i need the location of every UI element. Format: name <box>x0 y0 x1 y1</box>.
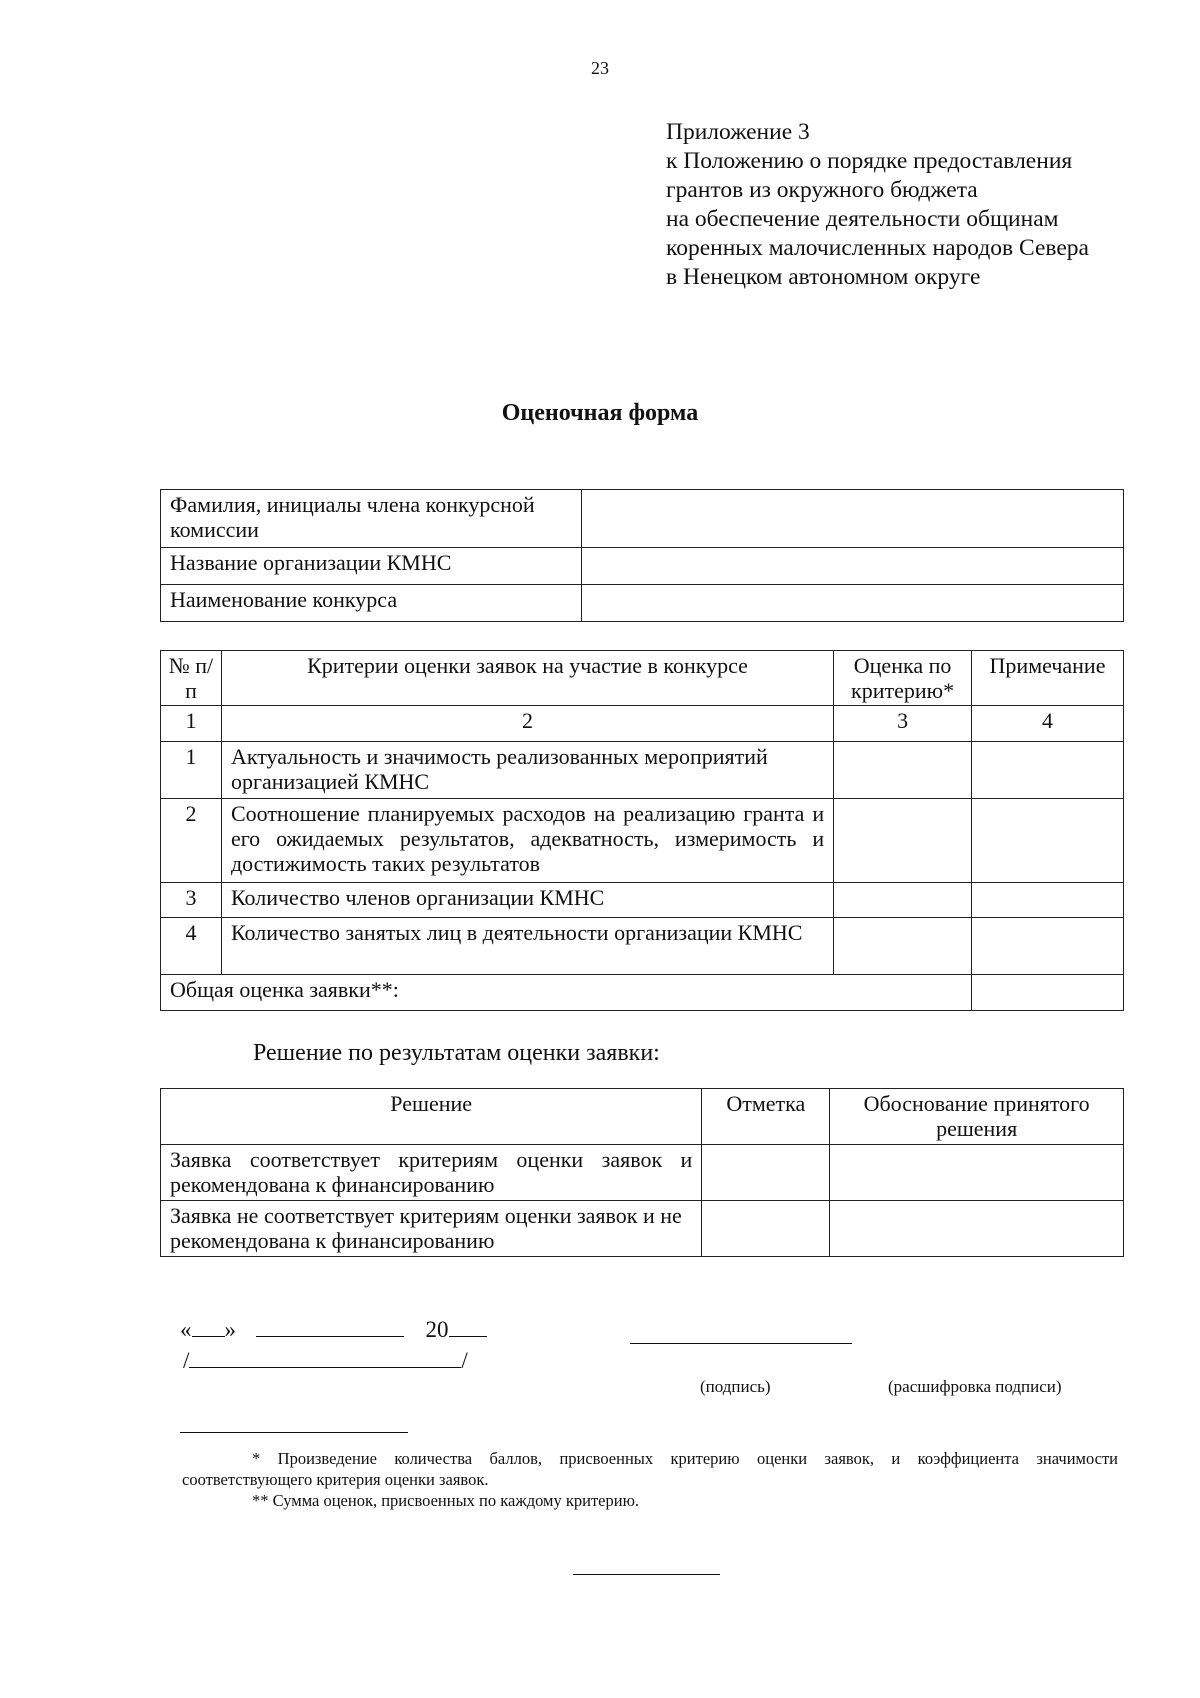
note-cell[interactable] <box>972 918 1124 975</box>
decision-heading: Решение по результатам оценки заявки: <box>253 1040 660 1066</box>
day-blank[interactable] <box>192 1317 225 1337</box>
appendix-line: Приложение 3 <box>666 119 810 145</box>
note-cell[interactable] <box>972 799 1124 883</box>
total-row <box>161 975 1124 1011</box>
appendix-line: в Ненецком автономном округе <box>666 264 981 290</box>
column-number: 1 <box>161 706 222 742</box>
table-row <box>161 585 1124 622</box>
year-prefix: 20 <box>425 1317 449 1342</box>
slash-left: / <box>183 1348 190 1373</box>
appendix-line: грантов из окружного бюджета <box>666 177 978 203</box>
mark-cell[interactable] <box>702 1145 830 1201</box>
header-num: № п/п <box>161 651 222 706</box>
column-number-row <box>161 706 1124 742</box>
table-row <box>161 918 1124 975</box>
header-criterion: Критерии оценки заявок на участие в конкурсе <box>221 651 833 706</box>
column-number: 2 <box>221 706 833 742</box>
info-value-cell[interactable] <box>581 548 1123 585</box>
table-header-row <box>161 651 1124 706</box>
page-number: 23 <box>591 58 609 78</box>
header-note: Примечание <box>972 651 1124 706</box>
table-row <box>161 1145 1124 1201</box>
appendix-header <box>666 118 1089 292</box>
signature-line[interactable] <box>630 1343 852 1344</box>
slash-right: / <box>461 1348 468 1373</box>
form-title: Оценочная форма <box>501 400 699 426</box>
row-num: 4 <box>161 918 222 975</box>
info-value-cell[interactable] <box>581 585 1123 622</box>
table-row <box>161 883 1124 918</box>
footnote-2: ** Сумма оценок, присвоенных по каждому критерию. <box>252 1491 640 1510</box>
appendix-line: на обеспечение деятельности общинам <box>666 206 1059 232</box>
date-line <box>180 1317 487 1343</box>
info-label: Фамилия, инициалы члена конкурсной комиссии <box>161 490 582 548</box>
criteria-table <box>160 650 1124 1011</box>
table-row <box>161 490 1124 548</box>
table-header-row <box>161 1089 1124 1145</box>
appendix-line: к Положению о порядке предоставления <box>666 148 1073 174</box>
header-decision: Решение <box>161 1089 702 1145</box>
criterion-text: Количество членов организации КМНС <box>221 883 833 918</box>
row-num: 1 <box>161 742 222 799</box>
end-divider <box>573 1574 720 1575</box>
year-blank[interactable] <box>449 1317 487 1337</box>
total-label: Общая оценка заявки**: <box>161 975 972 1011</box>
table-row <box>161 799 1124 883</box>
header-mark: Отметка <box>702 1089 830 1145</box>
column-number: 3 <box>834 706 972 742</box>
info-label: Название организации КМНС <box>161 548 582 585</box>
footnote-1: * Произведение количества баллов, присвоенных критерию оценки заявок, и коэффициента значимости соответствующего критерия оценки заявок. <box>182 1449 1118 1489</box>
score-cell[interactable] <box>834 883 972 918</box>
decision-table <box>160 1088 1124 1257</box>
score-cell[interactable] <box>834 799 972 883</box>
open-quote: « <box>180 1317 192 1342</box>
decision-option: Заявка не соответствует критериям оценки заявок и не рекомендована к финансированию <box>161 1201 702 1257</box>
table-row <box>161 742 1124 799</box>
decision-option: Заявка соответствует критериям оценки заявок и рекомендована к финансированию <box>161 1145 702 1201</box>
criterion-text: Соотношение планируемых расходов на реализацию гранта и его ожидаемых результатов, адекватность, измеримость и достижимость таких результатов <box>221 799 833 883</box>
justification-cell[interactable] <box>830 1145 1124 1201</box>
close-quote: » <box>224 1317 236 1342</box>
month-blank[interactable] <box>256 1317 404 1337</box>
note-cell[interactable] <box>972 742 1124 799</box>
table-row <box>161 548 1124 585</box>
header-justification: Обоснование принятого решения <box>830 1089 1124 1145</box>
footnote-divider <box>180 1432 408 1433</box>
total-score-cell[interactable] <box>972 975 1124 1011</box>
criterion-text: Количество занятых лиц в деятельности организации КМНС <box>221 918 833 975</box>
footnotes <box>182 1448 1118 1511</box>
mark-cell[interactable] <box>702 1201 830 1257</box>
criterion-text: Актуальность и значимость реализованных мероприятий организацией КМНС <box>221 742 833 799</box>
score-cell[interactable] <box>834 742 972 799</box>
decode-caption: (расшифровка подписи) <box>888 1377 1062 1396</box>
table-row <box>161 1201 1124 1257</box>
signature-caption: (подпись) <box>700 1377 771 1396</box>
decode-blank[interactable] <box>189 1348 461 1368</box>
note-cell[interactable] <box>972 883 1124 918</box>
column-number: 4 <box>972 706 1124 742</box>
row-num: 3 <box>161 883 222 918</box>
signature-decode-line <box>183 1348 468 1374</box>
score-cell[interactable] <box>834 918 972 975</box>
info-table <box>160 489 1124 622</box>
header-score: Оценка по критерию* <box>834 651 972 706</box>
row-num: 2 <box>161 799 222 883</box>
info-label: Наименование конкурса <box>161 585 582 622</box>
info-value-cell[interactable] <box>581 490 1123 548</box>
justification-cell[interactable] <box>830 1201 1124 1257</box>
appendix-line: коренных малочисленных народов Севера <box>666 235 1089 261</box>
